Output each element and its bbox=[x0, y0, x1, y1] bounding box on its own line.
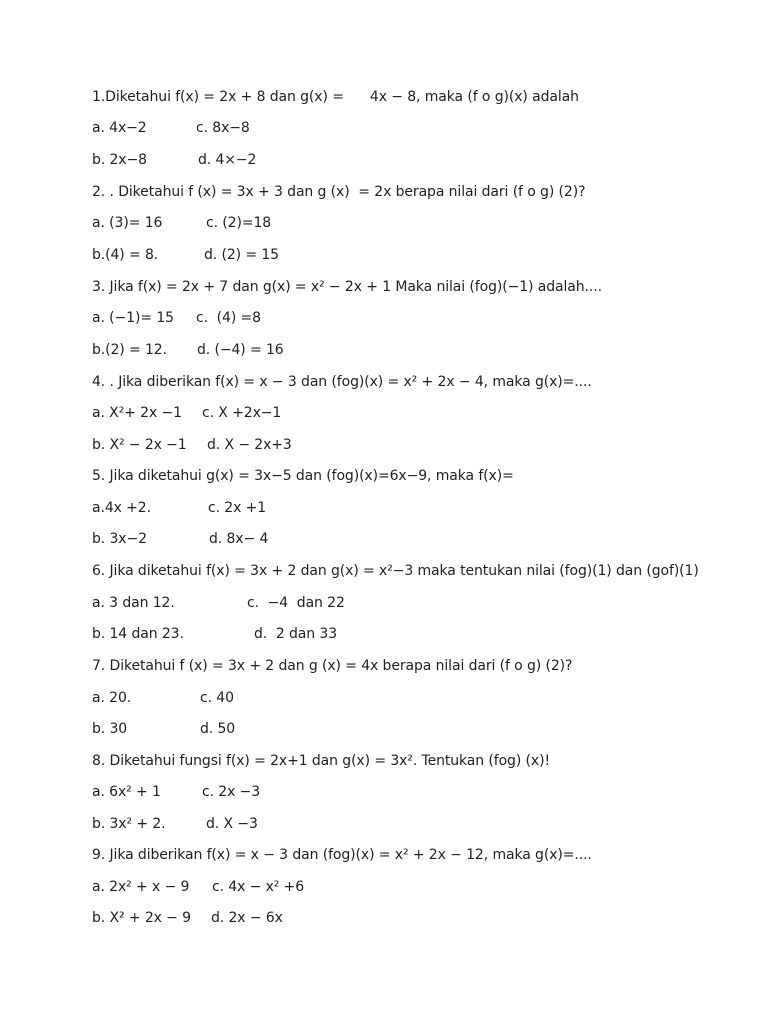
question-7-option-a: a. 20. bbox=[92, 690, 132, 706]
question-2-option-a: a. (3)= 16 bbox=[92, 215, 163, 231]
question-2-option-b: b.(4) = 8. bbox=[92, 247, 159, 263]
question-9-option-a: a. 2x² + x − 9 bbox=[92, 879, 190, 895]
question-2-option-d: d. (2) = 15 bbox=[204, 247, 279, 263]
question-1-options-row-1 bbox=[92, 118, 250, 138]
question-9-text: 9. Jika diberikan f(x) = x − 3 dan (fog)(x) = x² + 2x − 12, maka g(x)=.... bbox=[92, 847, 592, 863]
question-1-option-c: c. 8x−8 bbox=[196, 120, 250, 136]
question-4-option-a: a. X²+ 2x −1 bbox=[92, 405, 182, 421]
question-1-option-b: b. 2x−8 bbox=[92, 152, 147, 168]
question-5-text: 5. Jika diketahui g(x) = 3x−5 dan (fog)(x)=6x−9, maka f(x)= bbox=[92, 468, 514, 484]
question-9-option-c: c. 4x − x² +6 bbox=[212, 879, 305, 895]
question-6-options-row-2 bbox=[92, 624, 337, 644]
question-1-options-row-2 bbox=[92, 150, 257, 170]
question-5-option-c: c. 2x +1 bbox=[208, 500, 267, 516]
question-9-option-d: d. 2x − 6x bbox=[211, 910, 283, 926]
question-6-options-row-1 bbox=[92, 593, 345, 613]
question-9-options-row-2 bbox=[92, 908, 283, 928]
question-3-text: 3. Jika f(x) = 2x + 7 dan g(x) = x² − 2x + 1 Maka nilai (fog)(−1) adalah.... bbox=[92, 279, 602, 295]
question-4-option-c: c. X +2x−1 bbox=[202, 405, 282, 421]
question-9-options-row-1 bbox=[92, 877, 305, 897]
question-2-options-row-1 bbox=[92, 213, 272, 233]
question-4-options-row-1 bbox=[92, 403, 282, 423]
question-8-option-b: b. 3x² + 2. bbox=[92, 816, 166, 832]
question-6-option-d: d. 2 dan 33 bbox=[254, 626, 337, 642]
question-1-option-d: d. 4×−2 bbox=[198, 152, 257, 168]
question-3-options-row-1 bbox=[92, 308, 261, 328]
question-2-text: 2. . Diketahui f (x) = 3x + 3 dan g (x) = 2x berapa nilai dari (f o g) (2)? bbox=[92, 184, 586, 200]
question-7-option-d: d. 50 bbox=[200, 721, 236, 737]
question-2-option-c: c. (2)=18 bbox=[206, 215, 272, 231]
question-8-options-row-2 bbox=[92, 814, 258, 834]
question-8-text: 8. Diketahui fungsi f(x) = 2x+1 dan g(x) = 3x². Tentukan (fog) (x)! bbox=[92, 753, 550, 769]
question-7-text: 7. Diketahui f (x) = 3x + 2 dan g (x) = 4x berapa nilai dari (f o g) (2)? bbox=[92, 658, 573, 674]
question-3-options-row-2 bbox=[92, 340, 284, 360]
question-3-option-b: b.(2) = 12. bbox=[92, 342, 167, 358]
question-4-option-b: b. X² − 2x −1 bbox=[92, 437, 187, 453]
question-5-options-row-2 bbox=[92, 529, 269, 549]
question-5-option-d: d. 8x− 4 bbox=[209, 531, 269, 547]
question-5-option-a: a.4x +2. bbox=[92, 500, 151, 516]
question-3-option-c: c. (4) =8 bbox=[196, 310, 261, 326]
question-4-option-d: d. X − 2x+3 bbox=[207, 437, 292, 453]
question-5-option-b: b. 3x−2 bbox=[92, 531, 147, 547]
question-9-option-b: b. X² + 2x − 9 bbox=[92, 910, 191, 926]
question-6-text: 6. Jika diketahui f(x) = 3x + 2 dan g(x) = x²−3 maka tentukan nilai (fog)(1) dan (gof)(1) bbox=[92, 563, 699, 579]
question-8-option-c: c. 2x −3 bbox=[202, 784, 261, 800]
question-4-text: 4. . Jika diberikan f(x) = x − 3 dan (fog)(x) = x² + 2x − 4, maka g(x)=.... bbox=[92, 374, 592, 390]
question-7-option-b: b. 30 bbox=[92, 721, 128, 737]
question-1-text: 1.Diketahui f(x) = 2x + 8 dan g(x) = 4x − 8, maka (f o g)(x) adalah bbox=[92, 89, 579, 105]
question-6-option-b: b. 14 dan 23. bbox=[92, 626, 184, 642]
question-3-option-a: a. (−1)= 15 bbox=[92, 310, 174, 326]
question-5-options-row-1 bbox=[92, 498, 267, 518]
question-8-options-row-1 bbox=[92, 782, 261, 802]
question-2-options-row-2 bbox=[92, 245, 279, 265]
question-8-option-a: a. 6x² + 1 bbox=[92, 784, 161, 800]
question-3-option-d: d. (−4) = 16 bbox=[197, 342, 284, 358]
question-7-options-row-1 bbox=[92, 688, 234, 708]
question-6-option-c: c. −4 dan 22 bbox=[247, 595, 345, 611]
question-7-options-row-2 bbox=[92, 719, 236, 739]
question-1-option-a: a. 4x−2 bbox=[92, 120, 147, 136]
question-6-option-a: a. 3 dan 12. bbox=[92, 595, 175, 611]
question-8-option-d: d. X −3 bbox=[206, 816, 258, 832]
question-4-options-row-2 bbox=[92, 435, 292, 455]
question-7-option-c: c. 40 bbox=[200, 690, 234, 706]
